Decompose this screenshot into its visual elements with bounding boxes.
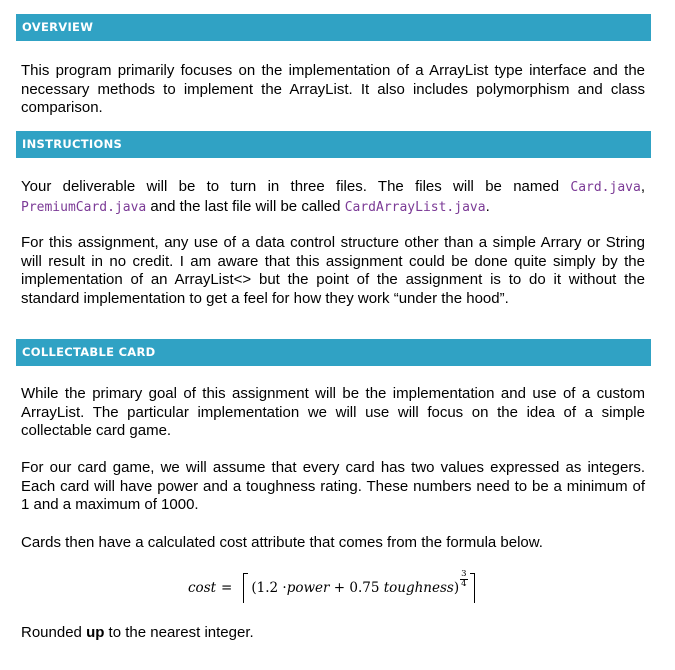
rounding-up-emphasis: up: [86, 624, 105, 641]
rounding-text-end: to the nearest integer.: [104, 624, 254, 641]
overview-text: This program primarily focuses on the implementation of a ArrayList type interface and the necessary methods to implement the ArrayList. It also includes polymorphism and class comparison.: [21, 62, 645, 116]
instructions-paragraph-2: For this assignment, any use of a data control structure other than a simple Arrary or String will result in no credit. I am aware that this assignment could be done quite simply by the implementation of an ArrayList<> but the point of the assignment is to do it without the standard implementation to get a feel for how they work “under the hood”.: [21, 234, 645, 307]
formula-equals: =: [221, 580, 233, 596]
filename-premium-card: PremiumCard.java: [21, 199, 147, 215]
instructions-text: and the last file will be called: [146, 197, 345, 215]
instructions-text: Your deliverable will be to turn in three files. The files will be named: [21, 178, 571, 195]
formula-exponent: [460, 570, 467, 588]
collectable-paragraph-1: While the primary goal of this assignment will be the implementation and use of a custom ArrayList. The particular implementation we will use will focus on the idea of a simple collectable card game.: [21, 385, 645, 439]
formula-cost-var: cost: [188, 580, 217, 596]
instructions-header: INSTRUCTIONS: [16, 131, 651, 158]
exponent-numerator: 3: [461, 569, 467, 579]
overview-header: OVERVIEW: [16, 14, 651, 41]
collectable-card-header: COLLECTABLE CARD: [16, 339, 651, 366]
filename-card-array-list: CardArrayList.java: [344, 199, 486, 215]
rounding-text: Rounded: [21, 624, 87, 641]
formula-open: (1.2 ·: [251, 580, 287, 596]
exponent-denominator: 4: [461, 578, 467, 589]
formula-toughness-var: toughness: [383, 580, 454, 596]
cost-formula: [188, 571, 475, 605]
formula-power-var: power: [286, 580, 330, 596]
collectable-paragraph-2: For our card game, we will assume that every card has two values expressed as integers. Each card will have power and a toughness rating. These numbers need to be a minimum of 1 and a maximum of 1000.: [21, 459, 645, 513]
formula-plus: + 0.75: [329, 580, 384, 596]
formula-close: ): [453, 580, 460, 596]
separator-text: ,: [640, 178, 645, 195]
ceiling-right-bracket: [470, 573, 475, 603]
ceiling-left-bracket: [243, 573, 248, 603]
period-text: .: [485, 197, 490, 215]
filename-card: Card.java: [570, 180, 641, 195]
collectable-paragraph-3: Cards then have a calculated cost attribute that comes from the formula below.: [21, 534, 543, 551]
rounding-note: [21, 624, 645, 643]
instructions-paragraph-1: [21, 178, 645, 217]
